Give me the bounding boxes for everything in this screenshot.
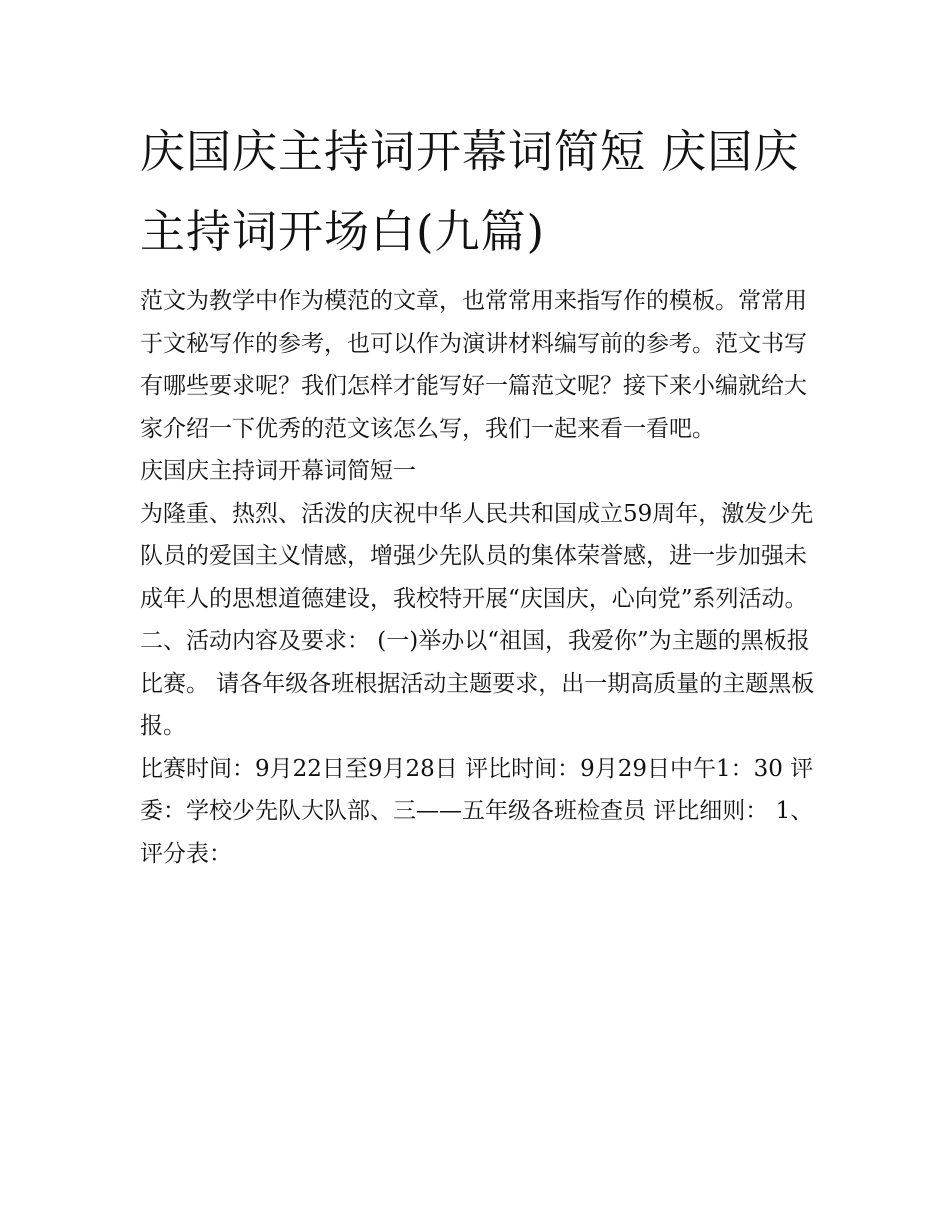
section-heading: 庆国庆主持词开幕词简短一: [140, 458, 416, 484]
body-paragraph: 比赛时间：9月22日至9月28日 评比时间：9月29日中午1：30 评委：学校少先队大队部、三——五年级各班检查员 评比细则： 1、评分表：: [140, 755, 814, 867]
document-page: [140, 112, 820, 875]
intro-paragraph: 范文为教学中作为模范的文章，也常常用来指写作的模板。常常用于文秘写作的参考，也可以作为演讲材料编写前的参考。范文书写有哪些要求呢？我们怎样才能写好一篇范文呢？接下来小编就给大家介绍一下优秀的范文该怎么写，我们一起来看一看吧。: [140, 288, 807, 442]
document-title: 庆国庆主持词开幕词简短 庆国庆主持词开场白(九篇): [140, 125, 800, 258]
body-paragraph: 二、活动内容及要求： (一)举办以“祖国，我爱你”为主题的黑板报比赛。 请各年级各班根据活动主题要求，出一期高质量的主题黑板报。: [140, 628, 815, 739]
body-paragraph: 为隆重、热烈、活泼的庆祝中华人民共和国成立59周年，激发少先队员的爱国主义情感，增强少先队员的集体荣誉感，进一步加强未成年人的思想道德建设，我校特开展“庆国庆，心向党”系列活动。: [140, 500, 814, 612]
